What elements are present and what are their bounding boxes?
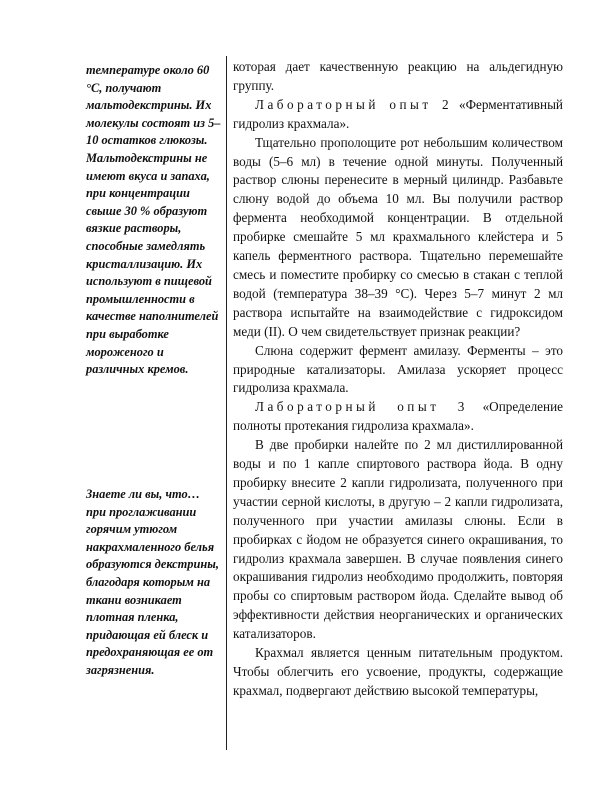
lab-2-instructions: Тщательно прополощите рот небольшим количеством воды (5–6 мл) в течение одной минуты. Полученный раствор слюны перенесите в мерный цилиндр. Разбавьте слюну водой до объема 10 мл. Вы получили раствор фермента необходимой концентрации. В отдельной пробирке смешайте 5 мл крахмального клейстера и 5 капель ферментного раствора. Тщательно перемешайте смесь и поместите пробирку со смесью в стакан с теплой водой (температура 38–39 °С). Через 5–7 минут 2 мл раствора испытайте на взаимодействие с гидроксидом меди (II). О чем свидетельствует признак реакции? xyxy=(233,134,563,339)
maltodextrin-note: температуре около 60 °С, получают мальтодекстрины. Их молекулы состоят из 5–10 остатков глюкозы. Мальтодекстрины не имеют вкуса и запаха, при концентрации свыше 30 % образуют вязкие растворы, способные замедлять кристаллизацию. Их используют в пищевой промышленности в качестве наполнителей при выработке мороженого и различных кремов. xyxy=(86,63,221,377)
starch-paragraph: Крахмал является ценным питательным продуктом. Чтобы облегчить его усвоение, продукты, содержащие крахмал, подвергают действию высокой температуры, xyxy=(233,645,563,698)
lab-2-heading xyxy=(233,96,563,134)
margin-notes-column xyxy=(84,56,227,750)
did-you-know-note: Знаете ли вы, что… при проглаживании горячим утюгом накрахмаленного белья образуются декстрины, благодаря которым на ткани возникает плотная пленка, придающая ей блеск и предохраняющая ее от загрязнения. xyxy=(86,487,219,677)
lab-3-heading xyxy=(233,398,563,436)
amylase-paragraph: Слюна содержит фермент амилазу. Ферменты – это природные катализаторы. Амилаза ускоряет процесс гидролиза крахмала. xyxy=(233,342,563,396)
main-text-column xyxy=(233,58,563,701)
lab-3-instructions: В две пробирки налейте по 2 мл дистиллированной воды и по 1 капле спиртового раствора йода. В одну пробирку внесите 2 капли гидролизата, полученного при участии серной кислоты, в другую – 2 капли гидролизата, полученного при участии амилазы слюны. Если в пробирках с йодом не образуется синего окрашивания, то гидролиз крахмала завершен. В случае появления синего окрашивания гидролиз необходимо продолжить, повторяя пробы со спиртовым раствором йода. Сделайте вывод об эффективности действия неорганических и органических катализаторов. xyxy=(233,437,563,642)
lab-3-title: «Определение полноты протекания гидролиза крахмала». xyxy=(233,399,563,434)
lab-3-label: Лабораторный опыт 3 xyxy=(255,399,468,415)
lab-2-title: «Ферментативный гидролиз крахмала». xyxy=(233,96,563,131)
lab-2-label: Лабораторный опыт 2 xyxy=(255,96,453,112)
paragraph-continuation: которая дает качественную реакцию на альдегидную группу. xyxy=(233,59,563,93)
